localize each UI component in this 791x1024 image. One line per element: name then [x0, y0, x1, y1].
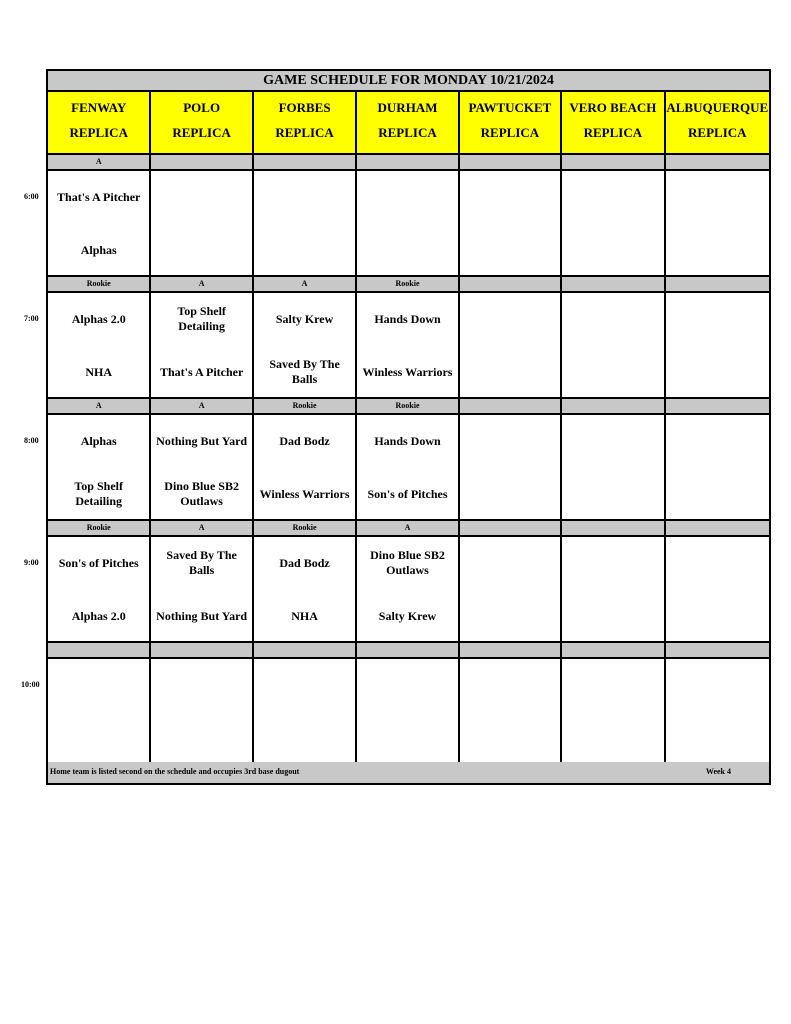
division-row: [48, 643, 769, 659]
game-cell: [357, 415, 459, 521]
home-team: [562, 477, 663, 511]
away-team: [254, 668, 355, 702]
home-team: [562, 355, 663, 389]
field-header: [666, 92, 769, 155]
field-name: PAWTUCKET: [468, 100, 552, 115]
game-cell: [666, 293, 769, 399]
game-cell: [48, 415, 151, 521]
home-team: [562, 233, 663, 267]
away-team: [254, 180, 355, 214]
game-cell: [460, 537, 562, 643]
home-team: Winless Warriors: [259, 486, 350, 501]
home-team: NHA: [291, 608, 318, 623]
home-team: [151, 721, 251, 755]
division-label: A: [48, 155, 151, 171]
field-name: POLO: [183, 100, 221, 115]
division-label: [151, 643, 253, 659]
home-team: [460, 599, 560, 633]
division-label: [460, 521, 562, 537]
away-team: Top Shelf Detailing: [177, 304, 226, 333]
game-cell: [151, 171, 253, 277]
home-team: Nothing But Yard: [156, 608, 248, 623]
home-team: [48, 721, 149, 755]
home-team: [666, 721, 769, 755]
game-cell: [666, 171, 769, 277]
game-cell: [151, 415, 253, 521]
home-team: [460, 233, 560, 267]
away-team: [357, 180, 457, 214]
away-team: Hands Down: [374, 433, 441, 448]
away-team: [48, 668, 149, 702]
home-team: Top Shelf Detailing: [74, 479, 123, 508]
game-cell: [562, 293, 665, 399]
time-slot-row: [48, 171, 769, 277]
home-team: Salty Krew: [378, 608, 437, 623]
game-cell: [666, 537, 769, 643]
game-cell: [460, 171, 562, 277]
time-slot-row: [48, 659, 769, 765]
division-label: [460, 643, 562, 659]
game-cell: [254, 537, 357, 643]
game-cell: [562, 659, 665, 765]
away-team: Dad Bodz: [279, 555, 330, 570]
footer-note: Home team is listed second on the schedule and occupies 3rd base dugout: [50, 767, 300, 776]
field-header: [562, 92, 665, 155]
home-team: That's A Pitcher: [159, 364, 244, 379]
field-type: REPLICA: [480, 125, 540, 140]
game-cell: [254, 659, 357, 765]
division-row: [48, 277, 769, 293]
division-label: [151, 155, 253, 171]
away-team: That's A Pitcher: [57, 189, 141, 204]
time-label: 10:00: [21, 680, 40, 689]
field-header: [357, 92, 459, 155]
home-team: [254, 721, 355, 755]
away-team: [562, 302, 663, 336]
game-cell: [254, 415, 357, 521]
game-cell: [254, 171, 357, 277]
game-cell: [460, 659, 562, 765]
away-team: [562, 546, 663, 580]
time-label: 6:00: [24, 192, 39, 201]
field-header: [254, 92, 357, 155]
division-label: Rookie: [48, 521, 151, 537]
field-type: REPLICA: [583, 125, 643, 140]
division-label: [666, 277, 769, 293]
home-team: [151, 233, 251, 267]
division-label: [357, 155, 459, 171]
away-team: [562, 180, 663, 214]
home-team: Alphas 2.0: [71, 608, 126, 623]
week-label: Week 4: [705, 767, 731, 776]
home-team: [666, 477, 769, 511]
field-name: FORBES: [278, 100, 331, 115]
division-label: [460, 399, 562, 415]
division-row: [48, 521, 769, 537]
home-team: [666, 355, 769, 389]
field-header: [151, 92, 253, 155]
division-label: Rookie: [357, 277, 459, 293]
game-cell: [254, 293, 357, 399]
home-team: [666, 599, 769, 633]
home-team: Alphas: [80, 242, 117, 257]
game-cell: [48, 659, 151, 765]
away-team: Nothing But Yard: [156, 433, 248, 448]
field-name: VERO BEACH: [569, 100, 657, 115]
division-label: [254, 155, 357, 171]
division-label: [460, 155, 562, 171]
division-label: Rookie: [357, 399, 459, 415]
away-team: Alphas: [80, 433, 117, 448]
division-row: [48, 155, 769, 171]
time-label: 7:00: [24, 314, 39, 323]
home-team: NHA: [85, 364, 113, 379]
time-slot-row: [48, 415, 769, 521]
field-name: DURHAM: [377, 100, 438, 115]
division-label: [254, 643, 357, 659]
away-team: Hands Down: [374, 311, 441, 326]
home-team: [460, 477, 560, 511]
home-team: Winless Warriors: [362, 364, 453, 379]
game-cell: [460, 293, 562, 399]
game-cell: [562, 415, 665, 521]
game-cell: [562, 171, 665, 277]
game-cell: [460, 415, 562, 521]
division-label: A: [48, 399, 151, 415]
home-team: [460, 355, 560, 389]
division-label: [48, 643, 151, 659]
division-label: A: [151, 277, 253, 293]
away-team: [151, 668, 251, 702]
division-label: [460, 277, 562, 293]
game-cell: [151, 659, 253, 765]
division-label: [562, 521, 665, 537]
division-label: A: [151, 521, 253, 537]
home-team: Son's of Pitches: [367, 486, 448, 501]
field-type: REPLICA: [69, 125, 128, 140]
away-team: [666, 302, 769, 336]
time-slot-row: [48, 293, 769, 399]
division-label: A: [151, 399, 253, 415]
game-cell: [666, 415, 769, 521]
away-team: Son's of Pitches: [58, 555, 139, 570]
division-label: [666, 155, 769, 171]
away-team: [460, 546, 560, 580]
game-cell: [357, 537, 459, 643]
home-team: [357, 721, 457, 755]
division-label: [562, 277, 665, 293]
game-cell: [357, 171, 459, 277]
away-team: [666, 424, 769, 458]
game-cell: [48, 171, 151, 277]
field-header: [48, 92, 151, 155]
game-cell: [48, 293, 151, 399]
division-label: [666, 643, 769, 659]
game-cell: [151, 537, 253, 643]
game-cell: [562, 537, 665, 643]
game-cell: [151, 293, 253, 399]
field-type: REPLICA: [688, 125, 747, 140]
home-team: [254, 233, 355, 267]
schedule-table: [46, 69, 771, 785]
away-team: [666, 180, 769, 214]
division-label: [562, 399, 665, 415]
home-team: [666, 233, 769, 267]
away-team: [460, 302, 560, 336]
away-team: [666, 546, 769, 580]
away-team: Salty Krew: [275, 311, 334, 326]
time-slot-row: [48, 537, 769, 643]
home-team: [357, 233, 457, 267]
away-team: [562, 424, 663, 458]
field-header-row: [48, 92, 769, 155]
away-team: Alphas 2.0: [71, 311, 126, 326]
field-name: ALBUQUERQUE: [666, 100, 769, 115]
game-cell: [48, 537, 151, 643]
field-type: REPLICA: [172, 125, 231, 140]
away-team: [357, 668, 457, 702]
division-label: [666, 521, 769, 537]
home-team: Dino Blue SB2 Outlaws: [164, 479, 239, 508]
away-team: [666, 668, 769, 702]
division-label: A: [254, 277, 357, 293]
division-label: A: [357, 521, 459, 537]
field-type: REPLICA: [275, 125, 334, 140]
home-team: [562, 721, 663, 755]
field-header: [460, 92, 562, 155]
division-label: Rookie: [254, 399, 357, 415]
away-team: Saved By The Balls: [166, 548, 237, 577]
away-team: Dad Bodz: [279, 433, 330, 448]
away-team: [151, 180, 251, 214]
time-label: 9:00: [24, 558, 39, 567]
division-row: [48, 399, 769, 415]
schedule-title: GAME SCHEDULE FOR MONDAY 10/21/2024: [48, 71, 769, 92]
division-label: [562, 643, 665, 659]
division-label: [562, 155, 665, 171]
home-team: Saved By The Balls: [269, 357, 340, 386]
home-team: [460, 721, 560, 755]
field-name: FENWAY: [71, 100, 127, 115]
away-team: [460, 424, 560, 458]
away-team: [460, 668, 560, 702]
division-label: Rookie: [48, 277, 151, 293]
game-cell: [357, 293, 459, 399]
away-team: [460, 180, 560, 214]
division-label: [666, 399, 769, 415]
schedule-footer: [48, 762, 769, 783]
time-label: 8:00: [24, 436, 39, 445]
away-team: Dino Blue SB2 Outlaws: [370, 548, 445, 577]
game-cell: [666, 659, 769, 765]
field-type: REPLICA: [378, 125, 437, 140]
game-cell: [357, 659, 459, 765]
home-team: [562, 599, 663, 633]
division-label: [357, 643, 459, 659]
away-team: [562, 668, 663, 702]
division-label: Rookie: [254, 521, 357, 537]
